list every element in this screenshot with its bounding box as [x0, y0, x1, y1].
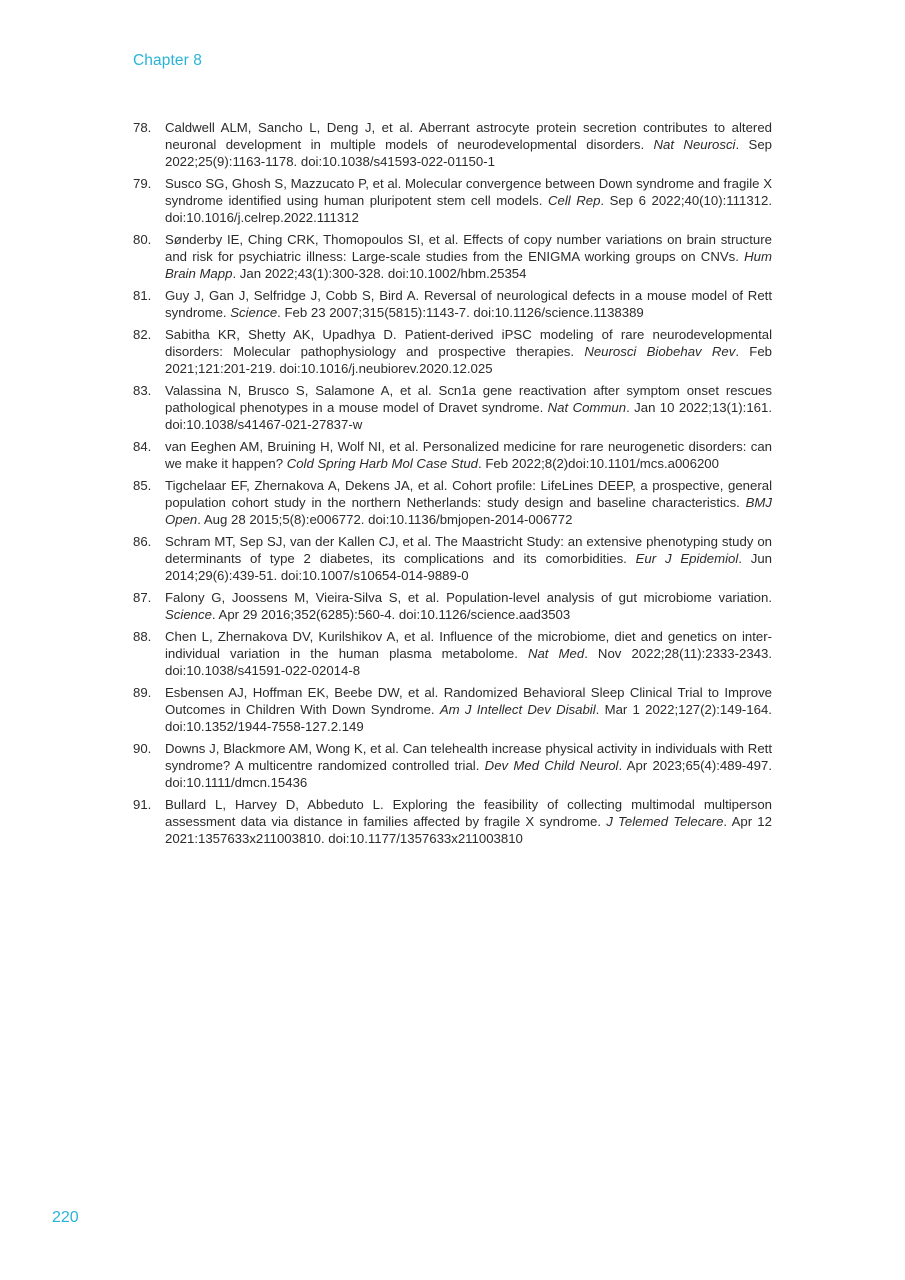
- reference-journal: Neurosci Biobehav Rev: [584, 344, 736, 360]
- reference-item: [133, 534, 772, 585]
- reference-text: Esbensen AJ, Hoffman EK, Beebe DW, et al. Randomized Behavioral Sleep Clinical Trial to Improve Outcomes in Children With Down Syndrome. Am J Intellect Dev Disabil. Mar 1 2022;127(2):149-164. doi:10.1352/1944-7558-127.2.149: [165, 685, 772, 735]
- reference-number: 90.: [133, 741, 152, 757]
- reference-number: 88.: [133, 629, 152, 645]
- reference-text: Caldwell ALM, Sancho L, Deng J, et al. Aberrant astrocyte protein secretion contributes to altered neuronal development in multiple models of neurodevelopmental disorders. Nat Neurosci. Sep 2022;25(9):1163-1178. doi:10.1038/s41593-022-01150-1: [165, 120, 772, 169]
- reference-number: 79.: [133, 176, 152, 192]
- reference-journal: Hum Brain Mapp: [165, 248, 772, 281]
- reference-item: [133, 478, 772, 529]
- reference-number: 85.: [133, 478, 152, 494]
- reference-text: Bullard L, Harvey D, Abbeduto L. Exploring the feasibility of collecting multimodal multiperson assessment data via distance in families affected by fragile X syndrome. J Telemed Telecare. Apr 12 2021:1357633x211003810. doi:10.1177/1357633x211003810: [165, 797, 772, 847]
- reference-number: 81.: [133, 288, 152, 304]
- reference-journal: Science: [165, 607, 212, 623]
- reference-item: [133, 741, 772, 792]
- reference-text: Sabitha KR, Shetty AK, Upadhya D. Patient-derived iPSC modeling of rare neurodevelopmental disorders: Molecular pathophysiology and prospective therapies. Neurosci Biobehav Rev. Feb 2021;121:201-219. doi:10.1016/j.neubiorev.2020.12.025: [165, 327, 772, 376]
- chapter-header: Chapter 8: [133, 52, 202, 69]
- reference-text: Falony G, Joossens M, Vieira-Silva S, et al. Population-level analysis of gut microbiome variation. Science. Apr 29 2016;352(6285):560-4. doi:10.1126/science.aad3503: [165, 590, 772, 623]
- reference-journal: J Telemed Telecare: [606, 814, 724, 830]
- reference-journal: Am J Intellect Dev Disabil: [439, 702, 596, 718]
- reference-journal: Cell Rep: [547, 192, 601, 208]
- reference-journal: Science: [230, 304, 278, 320]
- reference-item: [133, 383, 772, 434]
- reference-number: 78.: [133, 120, 152, 135]
- reference-number: 82.: [133, 327, 152, 343]
- reference-number: 84.: [133, 439, 152, 455]
- reference-text: Valassina N, Brusco S, Salamone A, et al. Scn1a gene reactivation after symptom onset rescues pathological phenotypes in a mouse model of Dravet syndrome. Nat Commun. Jan 10 2022;13(1):161. doi:10.1038/s41467-021-27837-w: [165, 383, 772, 432]
- reference-number: 87.: [133, 590, 152, 606]
- reference-journal: Nat Commun: [547, 400, 627, 416]
- reference-item: [133, 629, 772, 680]
- reference-item: [133, 120, 772, 171]
- reference-journal: Nat Neurosci: [653, 136, 736, 152]
- reference-number: 80.: [133, 232, 152, 248]
- reference-number: 86.: [133, 534, 152, 550]
- reference-journal: Cold Spring Harb Mol Case Stud: [286, 456, 479, 472]
- reference-text: van Eeghen AM, Bruining H, Wolf NI, et al. Personalized medicine for rare neurogenetic disorders: can we make it happen? Cold Spring Harb Mol Case Stud. Feb 2022;8(2)doi:10.1101/mcs.a006200: [165, 439, 772, 472]
- reference-text: Downs J, Blackmore AM, Wong K, et al. Can telehealth increase physical activity in individuals with Rett syndrome? A multicentre randomized controlled trial. Dev Med Child Neurol. Apr 2023;65(4):489-497. doi:10.1111/dmcn.15436: [165, 741, 772, 791]
- reference-journal: Eur J Epidemiol: [635, 551, 739, 567]
- reference-number: 91.: [133, 797, 152, 813]
- reference-journal: BMJ Open: [165, 495, 772, 528]
- reference-list: [133, 120, 772, 854]
- reference-item: [133, 590, 772, 624]
- reference-text: Susco SG, Ghosh S, Mazzucato P, et al. Molecular convergence between Down syndrome and fragile X syndrome identified using human pluripotent stem cell models. Cell Rep. Sep 6 2022;40(10):111312. doi:10.1016/j.celrep.2022.111312: [165, 176, 772, 225]
- reference-text: Chen L, Zhernakova DV, Kurilshikov A, et al. Influence of the microbiome, diet and genetics on inter-individual variation in the human plasma metabolome. Nat Med. Nov 2022;28(11):2333-2343. doi:10.1038/s41591-022-02014-8: [165, 629, 772, 679]
- reference-journal: Nat Med: [527, 646, 585, 662]
- reference-item: [133, 797, 772, 848]
- reference-text: Sønderby IE, Ching CRK, Thomopoulos SI, et al. Effects of copy number variations on brain structure and risk for psychiatric illness: Large-scale studies from the ENIGMA working groups on CNVs. Hum Brain Mapp. Jan 2022;43(1):300-328. doi:10.1002/hbm.25354: [165, 232, 772, 281]
- reference-text: Tigchelaar EF, Zhernakova A, Dekens JA, et al. Cohort profile: LifeLines DEEP, a prospective, general population cohort study in the northern Netherlands: study design and baseline characteristics. BMJ Open. Aug 28 2015;5(8):e006772. doi:10.1136/bmjopen-2014-006772: [165, 478, 772, 528]
- reference-number: 83.: [133, 383, 152, 399]
- reference-text: Guy J, Gan J, Selfridge J, Cobb S, Bird A. Reversal of neurological defects in a mouse model of Rett syndrome. Science. Feb 23 2007;315(5815):1143-7. doi:10.1126/science.1138389: [165, 288, 772, 320]
- reference-journal: Dev Med Child Neurol: [484, 758, 619, 774]
- reference-item: [133, 327, 772, 378]
- reference-item: [133, 439, 772, 473]
- reference-text: Schram MT, Sep SJ, van der Kallen CJ, et al. The Maastricht Study: an extensive phenotyping study on determinants of type 2 diabetes, its complications and its comorbidities. Eur J Epidemiol. Jun 2014;29(6):439-51. doi:10.1007/s10654-014-9889-0: [165, 534, 772, 584]
- page-number: 220: [52, 1209, 79, 1226]
- reference-item: [133, 288, 772, 322]
- reference-item: [133, 685, 772, 736]
- reference-number: 89.: [133, 685, 152, 701]
- reference-item: [133, 176, 772, 227]
- reference-item: [133, 232, 772, 283]
